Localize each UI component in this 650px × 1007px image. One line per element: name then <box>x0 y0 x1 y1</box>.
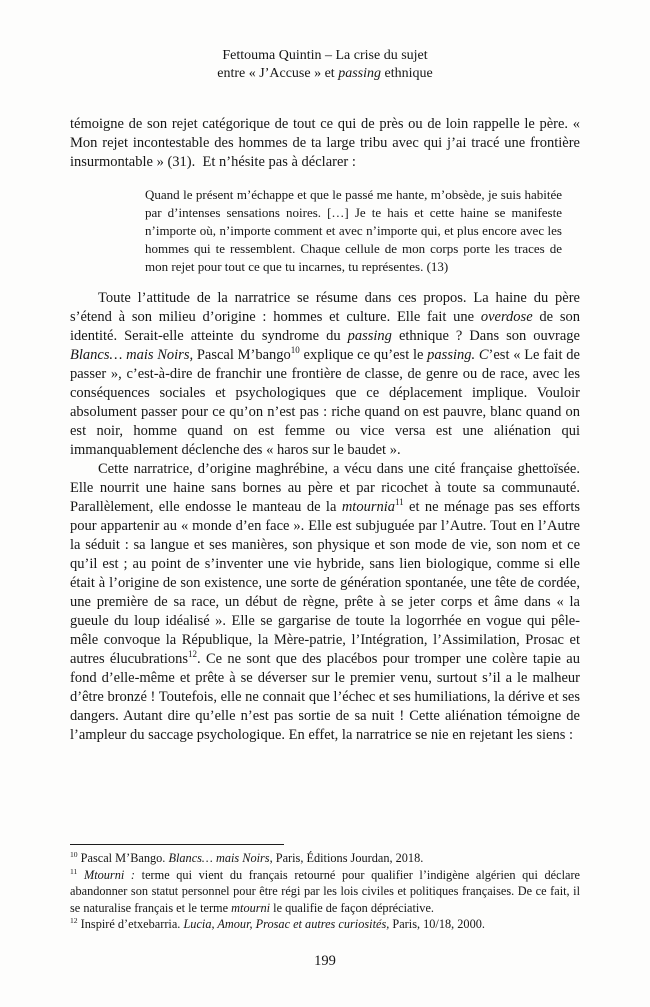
header-title-line-2: entre « J’Accuse » et passing ethnique <box>217 65 433 81</box>
block-quote: Quand le présent m’échappe et que le passé me hante, m’obsède, je suis habitée par d’intenses sensations noires. […] Je te hais et cette haine se manifeste n’importe où, n’importe comment et avec n’importe qui, et plus encore avec les hommes qui te ressemblent. Chaque cellule de mon corps porte les traces de mon rejet pour tout ce que tu incarnes, tu représentes. (13) <box>145 187 562 274</box>
footnotes-section <box>70 850 580 933</box>
footnote-10: $^{10}$ Pascal M’Bango. Blancs… mais Noirs, Paris, Éditions Jourdan, 2018. <box>70 849 424 865</box>
footnote-separator-rule <box>70 844 284 845</box>
page-body <box>70 115 580 745</box>
footnote-11: $^{11}$ Mtourni : terme qui vient du français retourné pour qualifier l’indigène algérien qui déclare abandonner son statut personnel pour être régi par les lois civiles et politiques françaises. De ce fait, il se naturalise français et le terme mtourni le qualifie de façon dépréciative. <box>70 866 580 915</box>
footnote-12: $^{12}$ Inspiré d’etxebarria. Lucia, Amour, Prosac et autres curiosités, Paris, 10/18, 2000. <box>70 915 485 931</box>
paragraph: Cette narratrice, d’origine maghrébine, a vécu dans une cité française ghettoïsée. Elle nourrit une haine sans bornes au père et par ricochet à toute sa communauté. Parallèlement, elle endosse le manteau de la mtournia$^{11}$ et ne ménage pas ses efforts pour appartenir au « monde d’en face ». Elle est subjuguée par l’Autre. Tout en l’Autre la séduit : sa langue et ses manières, son physique et son mode de vie, son nom et ce qu’il est ; au point de s’inventer une vie hybride, sans lien biologique, comme si elle était à l’origine de son existence, une sorte de génération spontanée, une tête de cordée, une première de sa race, un début de règne, prête à se jeter corps et âme dans « la gueule du loup idéalisé ». Elle se gargarise de toute la logorrhée en vogue qui pêle-mêle convoque la République, la Mère-patrie, l’Intégration, l’Assimilation, Prosac et autres élucubrations$^{12}$. Ce ne sont que des placébos pour tromper une colère tapie au fond d’elle-même et prête à se déverser sur le premier venu, surtout s’il a le malheur d’être bronzé ! Toutefois, elle ne connait que l’échec et ses humiliations, la dérive et ses dangers. Autant dire qu’elle n’est pas sortie de sa nuit ! Cette aliénation témoigne de l’ampleur du saccage psychologique. En effet, la narratrice se nie en rejetant les siens : <box>70 461 580 743</box>
header-title-line-1: Fettouma Quintin – La crise du sujet <box>222 48 428 63</box>
page-number: 199 <box>314 953 336 969</box>
paragraph: Toute l’attitude de la narratrice se résume dans ces propos. La haine du père s’étend à son milieu d’origine : hommes et culture. Elle fait une overdose de son identité. Serait-elle atteinte du syndrome du passing ethnique ? Dans son ouvrage Blancs… mais Noirs, Pascal M’bango$^{10}$ explique ce qu’est le passing. C’est « Le fait de passer », c’est-à-dire de franchir une frontière de classe, de genre ou de race, avec les conséquences sociales et psychologiques que ce déplacement implique. Vouloir absolument passer pour ce qu’on n’est pas : riche quand on est pauvre, blanc quand on est noir, homme quand on est femme ou vice versa est une aliénation qui immanquablement déclenche des « haros sur le baudet ». <box>70 290 580 458</box>
running-header <box>0 0 650 82</box>
paragraph-continuation: témoigne de son rejet catégorique de tout ce qui de près ou de loin rappelle le père. « Mon rejet incontestable des hommes de ta large tribu avec qui j’ai tracé une frontière insurmontable » (31). Et n’hésite pas à déclarer : <box>70 116 580 170</box>
